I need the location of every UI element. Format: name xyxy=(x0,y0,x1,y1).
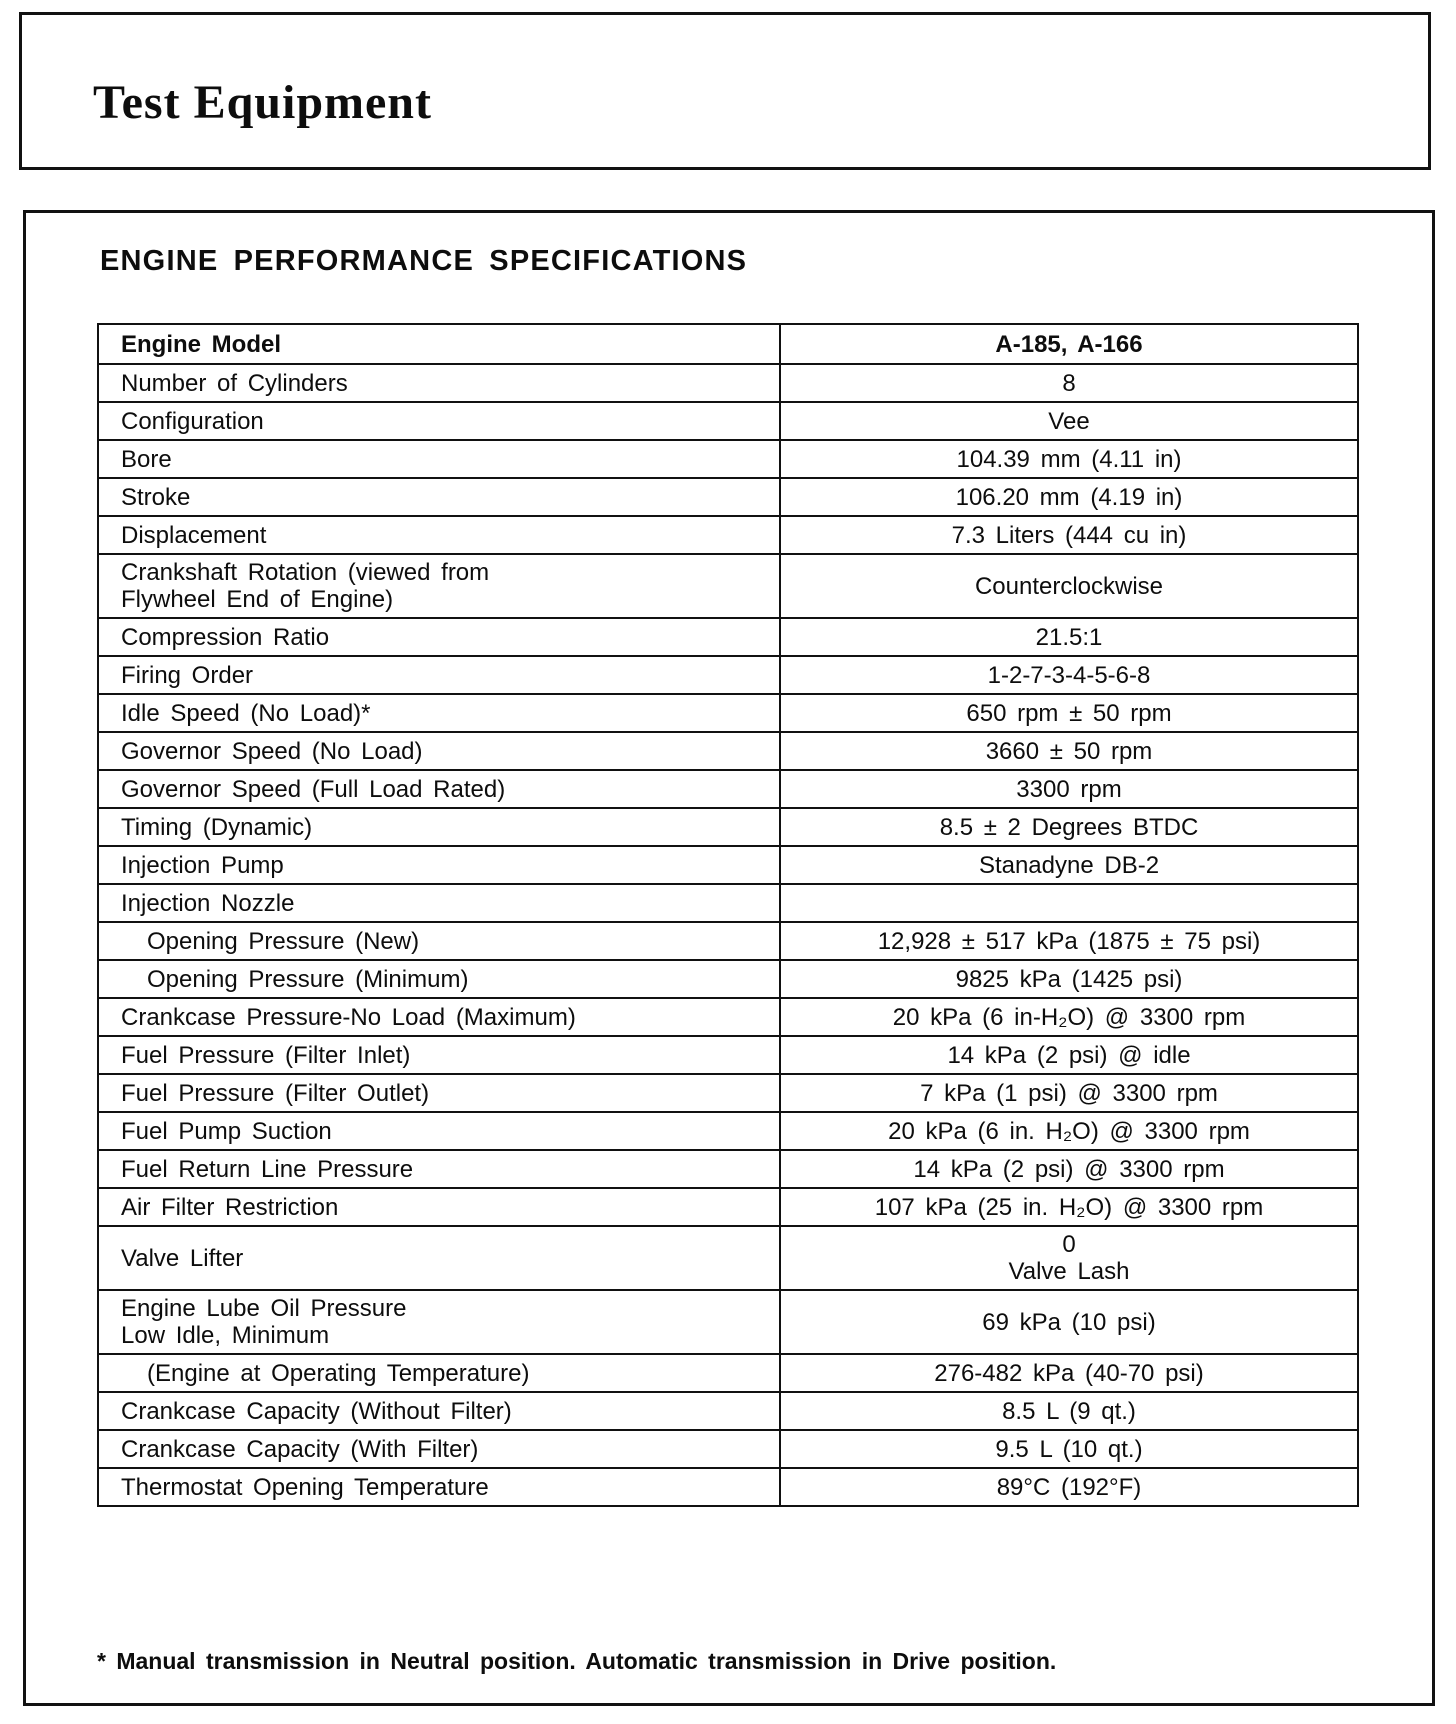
table-header-row xyxy=(98,324,1358,364)
row-value: 9.5 L (10 qt.) xyxy=(780,1430,1358,1468)
table-row xyxy=(98,1226,1358,1290)
row-label: Crankcase Capacity (With Filter) xyxy=(98,1430,780,1468)
row-value: 3660 ± 50 rpm xyxy=(780,732,1358,770)
row-value: 3300 rpm xyxy=(780,770,1358,808)
table-row xyxy=(98,1188,1358,1226)
row-value: 89°C (192°F) xyxy=(780,1468,1358,1506)
row-label: Fuel Return Line Pressure xyxy=(98,1150,780,1188)
row-label: Crankcase Pressure-No Load (Maximum) xyxy=(98,998,780,1036)
table-row xyxy=(98,1354,1358,1392)
row-value: 21.5:1 xyxy=(780,618,1358,656)
row-value: 20 kPa (6 in-H₂O) @ 3300 rpm xyxy=(780,998,1358,1036)
row-label: Opening Pressure (New) xyxy=(98,922,780,960)
page-title: Test Equipment xyxy=(93,76,432,129)
row-label: Fuel Pressure (Filter Inlet) xyxy=(98,1036,780,1074)
row-label: Compression Ratio xyxy=(98,618,780,656)
row-label: Number of Cylinders xyxy=(98,364,780,402)
table-row xyxy=(98,402,1358,440)
table-row xyxy=(98,884,1358,922)
table-row xyxy=(98,1290,1358,1354)
table-row xyxy=(98,808,1358,846)
row-value: 8.5 ± 2 Degrees BTDC xyxy=(780,808,1358,846)
table-row xyxy=(98,656,1358,694)
row-label: Stroke xyxy=(98,478,780,516)
table-row xyxy=(98,554,1358,618)
row-label: Governor Speed (Full Load Rated) xyxy=(98,770,780,808)
table-row xyxy=(98,364,1358,402)
table-row xyxy=(98,1150,1358,1188)
row-label: Displacement xyxy=(98,516,780,554)
spec-table xyxy=(97,323,1359,1507)
row-value: 69 kPa (10 psi) xyxy=(780,1290,1358,1354)
table-row xyxy=(98,1036,1358,1074)
table-row xyxy=(98,1468,1358,1506)
row-value: Vee xyxy=(780,402,1358,440)
table-row xyxy=(98,1074,1358,1112)
row-label: (Engine at Operating Temperature) xyxy=(98,1354,780,1392)
row-value: 276-482 kPa (40-70 psi) xyxy=(780,1354,1358,1392)
table-row xyxy=(98,516,1358,554)
table-row xyxy=(98,922,1358,960)
row-value: 7.3 Liters (444 cu in) xyxy=(780,516,1358,554)
header-value: A-185, A-166 xyxy=(780,324,1358,364)
row-label: Firing Order xyxy=(98,656,780,694)
row-label: Timing (Dynamic) xyxy=(98,808,780,846)
row-label: Idle Speed (No Load)* xyxy=(98,694,780,732)
table-row xyxy=(98,1430,1358,1468)
table-row xyxy=(98,694,1358,732)
row-value: 12,928 ± 517 kPa (1875 ± 75 psi) xyxy=(780,922,1358,960)
footnote: * Manual transmission in Neutral position. Automatic transmission in Drive position. xyxy=(97,1648,1057,1674)
row-value: Stanadyne DB-2 xyxy=(780,846,1358,884)
table-row xyxy=(98,440,1358,478)
table-row xyxy=(98,1112,1358,1150)
row-value: 20 kPa (6 in. H₂O) @ 3300 rpm xyxy=(780,1112,1358,1150)
row-value: 0 Valve Lash xyxy=(780,1226,1358,1290)
row-value: 1-2-7-3-4-5-6-8 xyxy=(780,656,1358,694)
row-label: Valve Lifter xyxy=(98,1226,780,1290)
table-row xyxy=(98,846,1358,884)
row-label: Fuel Pump Suction xyxy=(98,1112,780,1150)
row-label: Fuel Pressure (Filter Outlet) xyxy=(98,1074,780,1112)
row-label: Engine Lube Oil Pressure Low Idle, Minimum xyxy=(98,1290,780,1354)
row-label: Air Filter Restriction xyxy=(98,1188,780,1226)
table-row xyxy=(98,998,1358,1036)
row-value: 14 kPa (2 psi) @ 3300 rpm xyxy=(780,1150,1358,1188)
title-box xyxy=(19,12,1431,170)
section-heading: ENGINE PERFORMANCE SPECIFICATIONS xyxy=(100,245,748,277)
table-row xyxy=(98,770,1358,808)
row-label: Configuration xyxy=(98,402,780,440)
row-label: Thermostat Opening Temperature xyxy=(98,1468,780,1506)
table-row xyxy=(98,732,1358,770)
row-value: 104.39 mm (4.11 in) xyxy=(780,440,1358,478)
table-row xyxy=(98,1392,1358,1430)
row-value xyxy=(780,884,1358,922)
row-label: Injection Pump xyxy=(98,846,780,884)
row-value: 9825 kPa (1425 psi) xyxy=(780,960,1358,998)
row-value: 106.20 mm (4.19 in) xyxy=(780,478,1358,516)
row-value: 8 xyxy=(780,364,1358,402)
row-label: Injection Nozzle xyxy=(98,884,780,922)
table-row xyxy=(98,618,1358,656)
row-value: 7 kPa (1 psi) @ 3300 rpm xyxy=(780,1074,1358,1112)
row-label: Crankcase Capacity (Without Filter) xyxy=(98,1392,780,1430)
row-value: 14 kPa (2 psi) @ idle xyxy=(780,1036,1358,1074)
row-label: Governor Speed (No Load) xyxy=(98,732,780,770)
row-label: Opening Pressure (Minimum) xyxy=(98,960,780,998)
row-value: 8.5 L (9 qt.) xyxy=(780,1392,1358,1430)
row-label: Bore xyxy=(98,440,780,478)
spec-box xyxy=(23,210,1435,1706)
table-row xyxy=(98,478,1358,516)
table-row xyxy=(98,960,1358,998)
header-label: Engine Model xyxy=(98,324,780,364)
row-value: 107 kPa (25 in. H₂O) @ 3300 rpm xyxy=(780,1188,1358,1226)
row-value: 650 rpm ± 50 rpm xyxy=(780,694,1358,732)
row-label: Crankshaft Rotation (viewed from Flywheel End of Engine) xyxy=(98,554,780,618)
row-value: Counterclockwise xyxy=(780,554,1358,618)
